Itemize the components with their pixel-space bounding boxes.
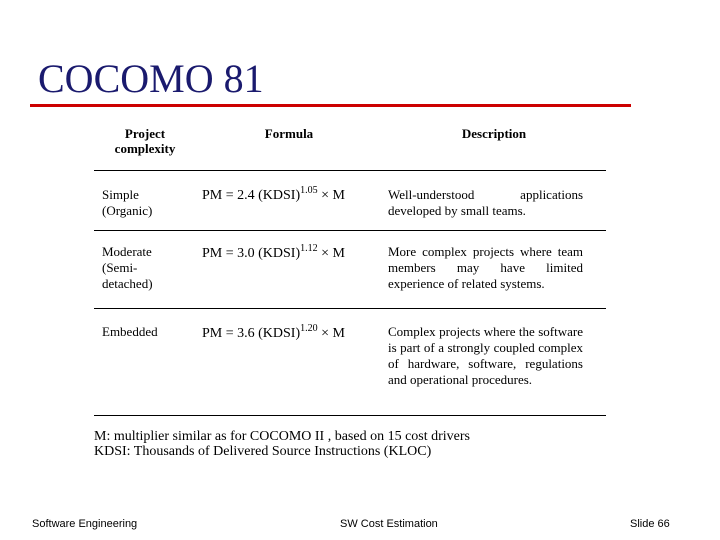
complexity-line: (Semi- bbox=[102, 260, 138, 275]
row-moderate-complexity bbox=[102, 244, 192, 292]
formula-base: PM = 3.0 (KDSI) bbox=[202, 246, 301, 261]
formula-base: PM = 3.6 (KDSI) bbox=[202, 326, 301, 341]
formula-multiplier: × M bbox=[317, 188, 345, 203]
formula-exponent: 1.05 bbox=[300, 185, 318, 196]
row-embedded-description: Complex projects where the software is part of a strongly coupled complex of hardware, software, regulations and operational procedures. bbox=[388, 324, 583, 387]
footer-center: SW Cost Estimation bbox=[340, 518, 438, 530]
note-kdsi: KDSI: Thousands of Delivered Source Instructions (KLOC) bbox=[94, 444, 432, 459]
title-underline bbox=[30, 104, 631, 107]
formula-base: PM = 2.4 (KDSI) bbox=[202, 188, 301, 203]
row-rule bbox=[94, 230, 606, 231]
complexity-line: Embedded bbox=[102, 324, 158, 339]
header-project-complexity bbox=[100, 126, 190, 156]
row-simple-complexity bbox=[102, 187, 192, 219]
row-moderate-formula bbox=[202, 243, 345, 262]
table-bottom-rule bbox=[94, 415, 606, 416]
complexity-line: Moderate bbox=[102, 244, 152, 259]
row-simple-formula bbox=[202, 185, 345, 204]
note-multiplier: M: multiplier similar as for COCOMO II , based on 15 cost drivers bbox=[94, 429, 471, 444]
row-moderate-description: More complex projects where team members may have limited experience of related systems. bbox=[388, 244, 583, 291]
footer-left: Software Engineering bbox=[32, 518, 138, 530]
complexity-line: (Organic) bbox=[102, 203, 153, 218]
row-embedded-complexity bbox=[102, 324, 192, 340]
row-rule bbox=[94, 308, 606, 309]
header-rule bbox=[94, 170, 606, 171]
formula-exponent: 1.20 bbox=[300, 323, 318, 334]
row-simple-description: Well-understood applications developed by small teams. bbox=[388, 187, 583, 218]
header-complexity-line1: Project bbox=[124, 126, 166, 141]
row-embedded-formula bbox=[202, 323, 345, 342]
footer-slide-number: Slide 66 bbox=[630, 518, 670, 530]
formula-multiplier: × M bbox=[317, 246, 345, 261]
formula-exponent: 1.12 bbox=[300, 243, 318, 254]
notes bbox=[94, 429, 470, 459]
complexity-line: detached) bbox=[102, 276, 153, 291]
complexity-line: Simple bbox=[102, 187, 139, 202]
header-complexity-line2: complexity bbox=[114, 141, 176, 156]
slide-title: COCOMO 81 bbox=[38, 56, 264, 101]
formula-multiplier: × M bbox=[317, 326, 345, 341]
header-formula: Formula bbox=[264, 126, 314, 141]
header-description: Description bbox=[461, 126, 527, 141]
